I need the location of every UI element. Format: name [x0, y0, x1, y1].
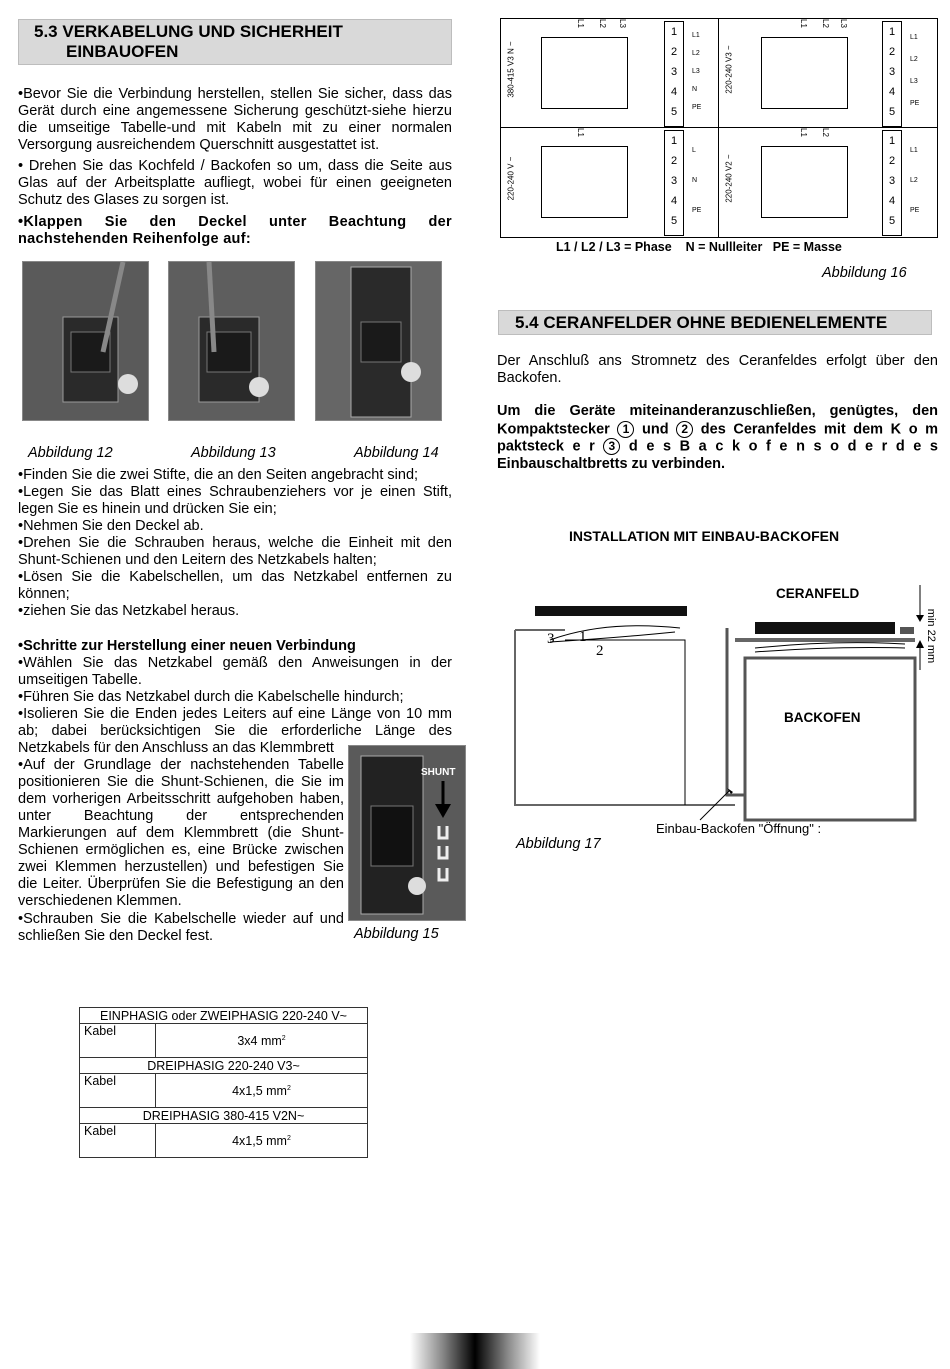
term-5: 5 [888, 106, 896, 118]
top-label-1: L1 [798, 128, 808, 137]
photo-figure-14 [315, 261, 442, 421]
wiring-legend: L1 / L2 / L3 = Phase N = Nullleiter PE = Masse [556, 240, 842, 254]
step-4: •Drehen Sie die Schrauben heraus, welche die Einheit mit den Shunt-Schienen und den Leitern des Netzkabels halten; [18, 535, 452, 568]
panel-voltage: 380-415 V3 N ~ [506, 41, 516, 98]
top-label-2: L2 [820, 128, 830, 137]
label-backofen: BACKOFEN [784, 710, 861, 725]
page-footer-bar [410, 1333, 540, 1369]
para2: • Drehen Sie das Kochfeld / Backofen so um, dass die Seite aus Glas auf der Arbeitsplatte aufliegt, wobei für einen geeigneten Schutz des Glases zu sorgen ist. [18, 158, 452, 208]
final-step-text: •Schrauben Sie die Kabelschelle wieder auf und schließen Sie den Deckel fest. [18, 911, 344, 944]
para1-text: Der Anschluß ans Stromnetz des Ceranfeldes erfolgt über den Backofen. [497, 353, 938, 386]
top-label-3: L3 [617, 19, 627, 28]
shunt-text: •Auf der Grundlage der nachstehenden Tabelle positionieren Sie die Shunt-Schienen, die Sie im dem vorherigen Arbeitsschritt aufgehoben haben, unter Beachtung der entsprechenden Markierungen auf dem Klemmbrett (die Shunt-Schienen ermöglichen es, eine Brücke zwischen zwei Klemmen herzustellen) und befestigen Sie die Leiter. Überprüfen Sie die Befestigung an den verschiedenen Klemmen. [18, 757, 344, 909]
side-3: PE [910, 207, 920, 214]
term-2: 2 [670, 46, 678, 58]
wiring-panel-220-240-v2 [719, 128, 937, 237]
side-4: PE [910, 100, 920, 107]
terminal-numbers [883, 22, 901, 122]
table-value-1 [156, 1024, 368, 1058]
final-step [18, 911, 344, 945]
side-labels [910, 27, 919, 115]
section54-para2 [497, 403, 938, 474]
step-2: •Legen Sie das Blatt eines Schraubenziehers vor je einen Stift, legen Sie es hinein und drücken Sie ein; [18, 484, 452, 517]
intro-paragraph [18, 86, 452, 248]
term-3: 3 [670, 175, 678, 187]
term-5: 5 [670, 215, 678, 227]
term-3: 3 [670, 66, 678, 78]
side-labels [692, 136, 701, 226]
step-3: •Nehmen Sie den Deckel ab. [18, 518, 204, 534]
terminal-photo-icon [23, 262, 149, 421]
table-label-3: Kabel [80, 1124, 156, 1158]
term-5: 5 [888, 215, 896, 227]
side-3: L3 [910, 78, 918, 85]
term-3: 3 [888, 175, 896, 187]
step-6: •ziehen Sie das Netzkabel heraus. [18, 603, 240, 619]
top-label-2: L2 [597, 19, 607, 28]
new-conn-step-1: •Wählen Sie das Netzkabel gemäß den Anweisungen in der umseitigen Tabelle. [18, 655, 452, 688]
top-label-2: L2 [820, 19, 830, 28]
side-1: L1 [692, 32, 700, 39]
section-heading-5-4: 5.4 CERANFELDER OHNE BEDIENELEMENTE [498, 310, 932, 335]
wiring-diagram-box [500, 18, 938, 238]
terminal-photo-icon [316, 262, 442, 421]
table-value-3 [156, 1124, 368, 1158]
term-2: 2 [670, 155, 678, 167]
side-2: L2 [910, 56, 918, 63]
term-2: 2 [888, 46, 896, 58]
side-3: PE [692, 207, 702, 214]
value-sup: 2 [286, 1084, 291, 1092]
side-labels [910, 136, 919, 226]
terminal-block [761, 146, 848, 218]
new-connection-block [18, 638, 452, 757]
label-num-2: 2 [596, 643, 604, 659]
heading-line1: 5.3 VERKABELUNG UND SICHERHEIT [34, 22, 343, 41]
label-opening: Einbau-Backofen "Öffnung" : [656, 821, 822, 836]
cable-table [79, 1007, 368, 1158]
side-labels [692, 27, 701, 117]
top-label-3: L3 [838, 19, 848, 28]
terminal-numbers [883, 131, 901, 231]
term-4: 4 [888, 86, 896, 98]
side-2: L2 [692, 50, 700, 57]
label-num-1: 1 [579, 629, 587, 645]
label-ceranfeld: CERANFELD [776, 586, 860, 601]
table-header-1: EINPHASIG oder ZWEIPHASIG 220-240 V~ [80, 1008, 368, 1024]
side-2: L2 [910, 177, 918, 184]
wiring-panel-380-415 [501, 19, 718, 127]
table-label-1: Kabel [80, 1024, 156, 1058]
table-header-3: DREIPHASIG 380-415 V2N~ [80, 1108, 368, 1124]
value-text: 4x1,5 mm [232, 1083, 287, 1098]
terminal-block [541, 37, 628, 109]
cooktop-right-shape [755, 622, 895, 634]
new-conn-step-2: •Führen Sie das Netzkabel durch die Kabelschelle hindurch; [18, 689, 404, 705]
para2-b: und [642, 420, 669, 437]
photo-figure-13 [168, 261, 295, 421]
panel-voltage: 220-240 V ~ [506, 156, 516, 201]
table-value-2 [156, 1074, 368, 1108]
term-4: 4 [888, 195, 896, 207]
side-1: L1 [910, 34, 918, 41]
terminal-strip [882, 21, 902, 127]
terminal-strip [882, 130, 902, 236]
section54-para1 [497, 353, 938, 387]
section-heading-5-3 [18, 19, 452, 65]
term-4: 4 [670, 195, 678, 207]
connector-2-icon: 2 [676, 421, 693, 438]
table-header-2: DREIPHASIG 220-240 V3~ [80, 1058, 368, 1074]
caption-fig13: Abbildung 13 [191, 445, 276, 461]
term-1: 1 [670, 135, 678, 147]
terminal-photo-icon [169, 262, 295, 421]
caption-fig17: Abbildung 17 [516, 836, 601, 852]
caption-fig16: Abbildung 16 [822, 265, 907, 281]
panel-voltage: 220-240 V3 ~ [724, 45, 734, 94]
terminal-strip [664, 21, 684, 127]
term-3: 3 [888, 66, 896, 78]
para1: •Bevor Sie die Verbindung herstellen, stellen Sie sicher, dass das Gerät durch eine angemessene Sicherung geschützt-siehe hierzu die umseitige Tabelle-und mit Kabeln mit zu einer normalen Versorgung ausreichendem Querschnitt ausgestattet ist. [18, 86, 452, 153]
side-3: L3 [692, 68, 700, 75]
value-sup: 2 [281, 1034, 286, 1042]
caption-fig12: Abbildung 12 [28, 445, 113, 461]
side-1: L [692, 147, 696, 154]
install-title: INSTALLATION MIT EINBAU-BACKOFEN [569, 528, 840, 544]
side-5: PE [692, 104, 702, 111]
removal-steps [18, 467, 452, 620]
term-5: 5 [670, 106, 678, 118]
top-label-1: L1 [575, 128, 585, 137]
value-text: 4x1,5 mm [232, 1133, 287, 1148]
photo-figure-12 [22, 261, 149, 421]
heading-line2: EINBAUOFEN [66, 42, 179, 61]
top-label-1: L1 [798, 19, 808, 28]
term-1: 1 [670, 26, 678, 38]
side-2: N [692, 177, 698, 184]
step-1: •Finden Sie die zwei Stifte, die an den Seiten angebracht sind; [18, 467, 419, 483]
caption-fig14: Abbildung 14 [354, 445, 439, 461]
terminal-block [761, 37, 848, 109]
wiring-panel-220-240-v [501, 128, 718, 237]
step-5: •Lösen Sie die Kabelschellen, um das Netzkabel entfernen zu können; [18, 569, 452, 602]
para2-d: d e s B a c k o f e n s o d e r d e s Einbauschaltbretts zu verbinden. [497, 438, 938, 473]
value-sup: 2 [286, 1134, 291, 1142]
new-conn-step-3: •Isolieren Sie die Enden jedes Leiters auf eine Länge von 10 mm ab; dabei berücksichtigen Sie die erforderliche Länge des Netzkabels für den Anschluss an das Klemmbrett [18, 706, 452, 756]
cooktop-left-shape [535, 606, 687, 616]
terminal-strip [664, 130, 684, 236]
side-1: L1 [910, 147, 918, 154]
para2-c: des Ceranfeldes mit dem K o m paktsteck e r [497, 420, 939, 455]
terminal-block [541, 146, 628, 218]
terminal-numbers [665, 22, 683, 122]
para3: •Klappen Sie den Deckel unter Beachtung der nachstehenden Reihenfolge auf: [18, 214, 452, 247]
installation-diagram [505, 580, 945, 830]
term-1: 1 [888, 26, 896, 38]
para2-a: Um die Geräte miteinanderanzuschließen, genügtes, den Kompaktstecker [497, 403, 938, 437]
connector-1-icon: 1 [617, 421, 634, 438]
panel-voltage: 220-240 V2 ~ [724, 154, 734, 203]
label-min-22mm: min 22 mm [925, 608, 938, 664]
terminal-numbers [665, 131, 683, 231]
label-num-3: 3 [547, 631, 555, 647]
connector-3-icon: 3 [603, 438, 620, 455]
shunt-paragraph [18, 757, 344, 910]
table-label-2: Kabel [80, 1074, 156, 1108]
term-4: 4 [670, 86, 678, 98]
new-conn-title: •Schritte zur Herstellung einer neuen Verbindung [18, 638, 356, 654]
wiring-panel-220-240-v3 [719, 19, 937, 127]
term-1: 1 [888, 135, 896, 147]
value-text: 3x4 mm [237, 1033, 282, 1048]
term-2: 2 [888, 155, 896, 167]
top-label-1: L1 [575, 19, 585, 28]
shunt-label: SHUNT [421, 767, 456, 778]
caption-fig15: Abbildung 15 [354, 926, 439, 942]
side-4: N [692, 86, 698, 93]
